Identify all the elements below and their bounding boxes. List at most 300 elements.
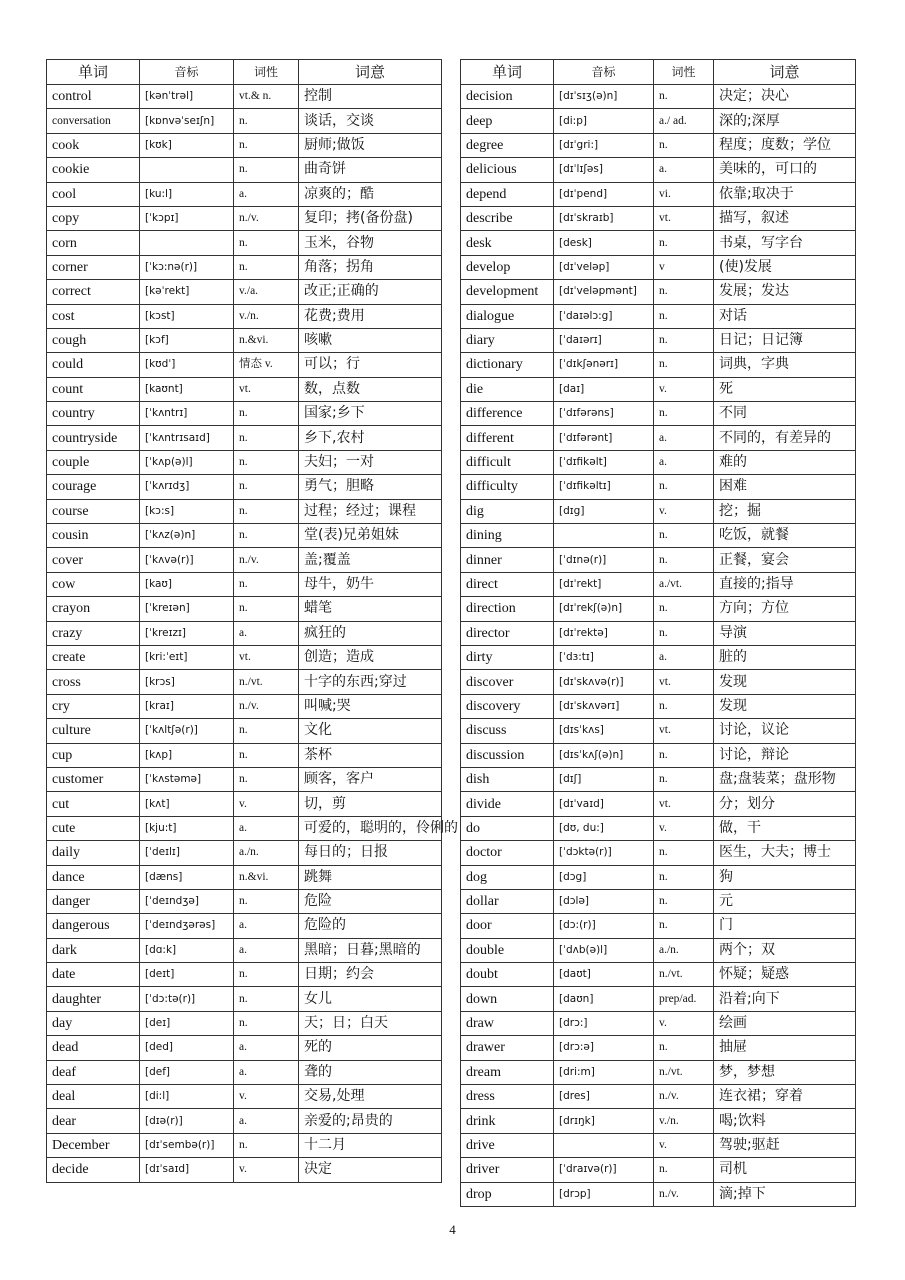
word-cell: corn — [47, 231, 140, 255]
meaning-cell: 绘画 — [714, 1011, 856, 1035]
meaning-cell: 程度；度数；学位 — [714, 133, 856, 157]
phonetic-cell: [ˈdɔ:tə(r)] — [140, 987, 234, 1011]
table-row — [461, 841, 856, 865]
meaning-cell: 盘;盘装菜；盘形物 — [714, 767, 856, 791]
part-of-speech-cell: n. — [234, 231, 299, 255]
phonetic-cell: [dɪˈgri:] — [554, 133, 654, 157]
table-row — [47, 1060, 442, 1084]
meaning-cell: 美味的，可口的 — [714, 158, 856, 182]
part-of-speech-cell: n.&vi. — [234, 865, 299, 889]
table-row — [47, 1158, 442, 1182]
phonetic-cell: [kraɪ] — [140, 694, 234, 718]
meaning-cell: 过程；经过；课程 — [299, 499, 442, 523]
word-cell: diary — [461, 328, 554, 352]
word-cell: correct — [47, 280, 140, 304]
meaning-cell: 沿着;向下 — [714, 987, 856, 1011]
word-cell: create — [47, 645, 140, 669]
meaning-cell: 日记；日记簿 — [714, 328, 856, 352]
table-row — [461, 1158, 856, 1182]
left-table-body — [47, 85, 458, 1183]
meaning-cell: 蜡笔 — [299, 597, 442, 621]
table-row — [47, 548, 442, 572]
part-of-speech-cell: vi. — [654, 182, 714, 206]
part-of-speech-cell: a./n. — [654, 938, 714, 962]
part-of-speech-cell: a. — [234, 938, 299, 962]
meaning-cell: 难的 — [714, 450, 856, 474]
table-row — [461, 572, 856, 596]
phonetic-cell: [dɑ:k] — [140, 938, 234, 962]
table-row — [47, 377, 442, 401]
phonetic-cell: [dɔg] — [554, 865, 654, 889]
part-of-speech-cell: n. — [234, 1133, 299, 1157]
phonetic-cell: [daʊn] — [554, 987, 654, 1011]
table-row — [47, 743, 442, 767]
table-row — [461, 889, 856, 913]
word-cell: cousin — [47, 524, 140, 548]
table-row — [461, 1133, 856, 1157]
part-of-speech-cell: n. — [654, 475, 714, 499]
table-row — [461, 865, 856, 889]
table-row — [461, 304, 856, 328]
meaning-cell: 连衣裙；穿着 — [714, 1085, 856, 1109]
word-cell: customer — [47, 767, 140, 791]
word-cell: develop — [461, 255, 554, 279]
word-cell: country — [47, 402, 140, 426]
phonetic-cell: [kɔst] — [140, 304, 234, 328]
part-of-speech-cell: v./n. — [234, 304, 299, 328]
word-cell: doctor — [461, 841, 554, 865]
phonetic-cell: [ˈkɔ:nə(r)] — [140, 255, 234, 279]
word-cell: dear — [47, 1109, 140, 1133]
phonetic-cell: [ˈdɜ:tɪ] — [554, 645, 654, 669]
word-cell: dirty — [461, 645, 554, 669]
table-row — [461, 645, 856, 669]
table-row — [461, 85, 856, 109]
table-row — [461, 182, 856, 206]
part-of-speech-cell: v. — [654, 816, 714, 840]
meaning-cell: 茶杯 — [299, 743, 442, 767]
meaning-cell: 元 — [714, 889, 856, 913]
table-row — [47, 475, 442, 499]
part-of-speech-cell: n./v. — [234, 694, 299, 718]
meaning-cell: 危险 — [299, 889, 442, 913]
table-row — [47, 865, 442, 889]
meaning-cell: 两个；双 — [714, 938, 856, 962]
table-row — [461, 719, 856, 743]
table-row — [461, 426, 856, 450]
phonetic-cell: [ˈkʌrɪdʒ] — [140, 475, 234, 499]
part-of-speech-cell: n. — [654, 1158, 714, 1182]
word-cell: cute — [47, 816, 140, 840]
phonetic-cell: [ˈdraɪvə(r)] — [554, 1158, 654, 1182]
part-of-speech-cell: n./vt. — [654, 1060, 714, 1084]
meaning-cell: 每日的；日报 — [299, 841, 442, 865]
word-cell: cost — [47, 304, 140, 328]
table-row — [461, 133, 856, 157]
part-of-speech-cell: v — [654, 255, 714, 279]
phonetic-cell: [ˈdɪfikəltɪ] — [554, 475, 654, 499]
phonetic-cell: [kaʊnt] — [140, 377, 234, 401]
word-cell: dining — [461, 524, 554, 548]
word-cell: dictionary — [461, 353, 554, 377]
table-row — [461, 475, 856, 499]
meaning-cell: 滴;掉下 — [714, 1182, 856, 1206]
word-cell: decision — [461, 85, 554, 109]
word-cell: countryside — [47, 426, 140, 450]
part-of-speech-cell: v. — [654, 1011, 714, 1035]
table-row — [461, 548, 856, 572]
table-row — [47, 719, 442, 743]
meaning-cell: 分；划分 — [714, 792, 856, 816]
phonetic-cell: [ˈkɔpɪ] — [140, 206, 234, 230]
part-of-speech-cell: n. — [234, 597, 299, 621]
part-of-speech-cell: a. — [654, 426, 714, 450]
part-of-speech-cell: a. — [234, 1109, 299, 1133]
word-cell: daughter — [47, 987, 140, 1011]
phonetic-cell: [ˈdeɪlɪ] — [140, 841, 234, 865]
phonetic-cell: [ˈdɪkʃənərɪ] — [554, 353, 654, 377]
phonetic-cell: [dɪˈsɪʒ(ə)n] — [554, 85, 654, 109]
part-of-speech-cell: n./v. — [654, 1085, 714, 1109]
meaning-cell: 堂(表)兄弟姐妹 — [299, 524, 442, 548]
table-row — [47, 621, 442, 645]
meaning-cell: 对话 — [714, 304, 856, 328]
word-cell: direct — [461, 572, 554, 596]
table-row — [47, 206, 442, 230]
meaning-cell: 深的;深厚 — [714, 109, 856, 133]
word-cell: dangerous — [47, 914, 140, 938]
word-cell: drive — [461, 1133, 554, 1157]
meaning-cell: 不同 — [714, 402, 856, 426]
part-of-speech-cell: n. — [654, 353, 714, 377]
phonetic-cell: [ˈkʌstəmə] — [140, 767, 234, 791]
table-row — [47, 450, 442, 474]
header-phonetic: 音标 — [140, 60, 234, 85]
part-of-speech-cell: n. — [234, 255, 299, 279]
phonetic-cell: [ˈkʌp(ə)l] — [140, 450, 234, 474]
table-row — [461, 938, 856, 962]
table-row — [461, 402, 856, 426]
meaning-cell: 喝;饮料 — [714, 1109, 856, 1133]
table-row — [47, 792, 442, 816]
table-row — [47, 597, 442, 621]
table-row — [47, 426, 442, 450]
phonetic-cell: [dɪˈvaɪd] — [554, 792, 654, 816]
word-cell: discover — [461, 670, 554, 694]
word-cell: degree — [461, 133, 554, 157]
word-cell: crazy — [47, 621, 140, 645]
meaning-cell: 叫喊;哭 — [299, 694, 442, 718]
word-cell: culture — [47, 719, 140, 743]
meaning-cell: 死 — [714, 377, 856, 401]
phonetic-cell: [dɪsˈkʌs] — [554, 719, 654, 743]
table-row — [47, 280, 442, 304]
meaning-cell: 司机 — [714, 1158, 856, 1182]
part-of-speech-cell: n. — [234, 499, 299, 523]
word-cell: cow — [47, 572, 140, 596]
table-row — [47, 328, 442, 352]
word-cell: conversation — [47, 109, 140, 133]
part-of-speech-cell: vt. — [234, 645, 299, 669]
table-row — [461, 694, 856, 718]
word-cell: could — [47, 353, 140, 377]
part-of-speech-cell: v. — [654, 377, 714, 401]
part-of-speech-cell: 情态 v. — [234, 353, 299, 377]
meaning-cell: 依靠;取决于 — [714, 182, 856, 206]
part-of-speech-cell: n.&vi. — [234, 328, 299, 352]
table-row — [47, 304, 442, 328]
meaning-cell: 正餐，宴会 — [714, 548, 856, 572]
phonetic-cell: [deɪt] — [140, 963, 234, 987]
part-of-speech-cell: a./n. — [234, 841, 299, 865]
meaning-cell: 门 — [714, 914, 856, 938]
table-row — [461, 1060, 856, 1084]
part-of-speech-cell: n./v. — [234, 206, 299, 230]
phonetic-cell: [ˈkʌz(ə)n] — [140, 524, 234, 548]
word-cell: drink — [461, 1109, 554, 1133]
meaning-cell: 死的 — [299, 1036, 442, 1060]
meaning-cell: 交易,处理 — [299, 1085, 442, 1109]
word-cell: cry — [47, 694, 140, 718]
vocab-table-right — [460, 59, 856, 1207]
table-row — [47, 645, 442, 669]
meaning-cell: 花费;费用 — [299, 304, 442, 328]
word-cell: desk — [461, 231, 554, 255]
phonetic-cell: [dɔlə] — [554, 889, 654, 913]
meaning-cell: 咳嗽 — [299, 328, 442, 352]
table-row — [461, 1182, 856, 1206]
phonetic-cell: [desk] — [554, 231, 654, 255]
phonetic-cell: [kju:t] — [140, 816, 234, 840]
table-row — [47, 914, 442, 938]
table-row — [47, 499, 442, 523]
phonetic-cell: [dɪˈveləpmənt] — [554, 280, 654, 304]
word-cell: dig — [461, 499, 554, 523]
word-cell: cup — [47, 743, 140, 767]
meaning-cell: 发现 — [714, 694, 856, 718]
phonetic-cell: [kɔf] — [140, 328, 234, 352]
meaning-cell: 挖；掘 — [714, 499, 856, 523]
part-of-speech-cell: n./vt. — [234, 670, 299, 694]
phonetic-cell: [ˈdɪnə(r)] — [554, 548, 654, 572]
meaning-cell: 可爱的，聪明的，伶俐的 — [299, 816, 442, 840]
part-of-speech-cell: v. — [234, 1158, 299, 1182]
phonetic-cell: [ˈdaɪəlɔ:g] — [554, 304, 654, 328]
word-cell: count — [47, 377, 140, 401]
word-cell: danger — [47, 889, 140, 913]
part-of-speech-cell: n. — [654, 694, 714, 718]
table-row — [461, 670, 856, 694]
phonetic-cell: [dɪˈrekt] — [554, 572, 654, 596]
phonetic-cell: [dɪˈskraɪb] — [554, 206, 654, 230]
word-cell: dog — [461, 865, 554, 889]
meaning-cell: 梦，梦想 — [714, 1060, 856, 1084]
part-of-speech-cell: a. — [234, 1036, 299, 1060]
meaning-cell: 决定 — [299, 1158, 442, 1182]
word-cell: courage — [47, 475, 140, 499]
word-cell: die — [461, 377, 554, 401]
header-word: 单词 — [461, 60, 554, 85]
table-row — [47, 767, 442, 791]
phonetic-cell: [ˈdaɪərɪ] — [554, 328, 654, 352]
table-row — [47, 255, 442, 279]
table-row — [461, 597, 856, 621]
word-cell: cough — [47, 328, 140, 352]
table-row — [47, 231, 442, 255]
word-cell: couple — [47, 450, 140, 474]
meaning-cell: 角落；拐角 — [299, 255, 442, 279]
part-of-speech-cell: vt. — [654, 719, 714, 743]
meaning-cell: 日期；约会 — [299, 963, 442, 987]
table-row — [47, 1011, 442, 1035]
part-of-speech-cell: n. — [234, 743, 299, 767]
part-of-speech-cell: n. — [234, 475, 299, 499]
phonetic-cell: [ˈdɔktə(r)] — [554, 841, 654, 865]
table-row — [461, 524, 856, 548]
page-number: 4 — [449, 1222, 456, 1237]
part-of-speech-cell: n. — [234, 109, 299, 133]
word-cell: dance — [47, 865, 140, 889]
phonetic-cell: [drɔp] — [554, 1182, 654, 1206]
part-of-speech-cell: n. — [234, 133, 299, 157]
meaning-cell: 直接的;指导 — [714, 572, 856, 596]
meaning-cell: 怀疑；疑惑 — [714, 963, 856, 987]
word-cell: doubt — [461, 963, 554, 987]
table-row — [47, 158, 442, 182]
phonetic-cell: [dɪə(r)] — [140, 1109, 234, 1133]
word-cell: delicious — [461, 158, 554, 182]
table-row — [461, 1085, 856, 1109]
word-cell: cross — [47, 670, 140, 694]
meaning-cell: 描写，叙述 — [714, 206, 856, 230]
table-row — [47, 889, 442, 913]
part-of-speech-cell: n. — [654, 85, 714, 109]
meaning-cell: 驾驶;驱赶 — [714, 1133, 856, 1157]
phonetic-cell: [ˈkʌntrɪsaɪd] — [140, 426, 234, 450]
table-row — [47, 524, 442, 548]
table-row — [47, 1085, 442, 1109]
header-part-of-speech: 词性 — [234, 60, 299, 85]
word-cell: depend — [461, 182, 554, 206]
phonetic-cell: [kri:ˈeɪt] — [140, 645, 234, 669]
table-row — [461, 206, 856, 230]
meaning-cell: 切，剪 — [299, 792, 442, 816]
table-row — [461, 353, 856, 377]
part-of-speech-cell: vt. — [654, 792, 714, 816]
meaning-cell: 谈话，交谈 — [299, 109, 442, 133]
phonetic-cell: [ˈdeɪndʒərəs] — [140, 914, 234, 938]
meaning-cell: 脏的 — [714, 645, 856, 669]
phonetic-cell: [dɪˈrekʃ(ə)n] — [554, 597, 654, 621]
part-of-speech-cell: n. — [234, 889, 299, 913]
word-cell: divide — [461, 792, 554, 816]
table-row — [47, 694, 442, 718]
vocab-table-left — [46, 59, 458, 1183]
meaning-cell: 做，干 — [714, 816, 856, 840]
part-of-speech-cell: n. — [654, 841, 714, 865]
phonetic-cell: [kʌp] — [140, 743, 234, 767]
phonetic-cell: [dæns] — [140, 865, 234, 889]
meaning-cell: 狗 — [714, 865, 856, 889]
word-cell: copy — [47, 206, 140, 230]
phonetic-cell: [dɔ:(r)] — [554, 914, 654, 938]
part-of-speech-cell: n. — [654, 914, 714, 938]
phonetic-cell: [dɪˈsembə(r)] — [140, 1133, 234, 1157]
phonetic-cell: [dɪˈskʌvə(r)] — [554, 670, 654, 694]
meaning-cell: 发现 — [714, 670, 856, 694]
part-of-speech-cell: vt. — [654, 206, 714, 230]
phonetic-cell: [drɔ:ə] — [554, 1036, 654, 1060]
table-row — [461, 280, 856, 304]
meaning-cell: 凉爽的；酷 — [299, 182, 442, 206]
word-cell: dinner — [461, 548, 554, 572]
phonetic-cell: [kʊk] — [140, 133, 234, 157]
table-row — [47, 572, 442, 596]
meaning-cell: 不同的，有差异的 — [714, 426, 856, 450]
phonetic-cell: [ded] — [140, 1036, 234, 1060]
phonetic-cell: [dɪg] — [554, 499, 654, 523]
meaning-cell: 数，点数 — [299, 377, 442, 401]
phonetic-cell: [deɪ] — [140, 1011, 234, 1035]
part-of-speech-cell: n. — [234, 1011, 299, 1035]
table-row — [461, 767, 856, 791]
part-of-speech-cell: n./v. — [234, 548, 299, 572]
word-cell: dress — [461, 1085, 554, 1109]
meaning-cell: 十字的东西;穿过 — [299, 670, 442, 694]
meaning-cell: 方向；方位 — [714, 597, 856, 621]
part-of-speech-cell: n. — [654, 304, 714, 328]
phonetic-cell — [140, 158, 234, 182]
meaning-cell: 夫妇；一对 — [299, 450, 442, 474]
part-of-speech-cell: v. — [654, 499, 714, 523]
phonetic-cell: [daʊt] — [554, 963, 654, 987]
phonetic-cell: [ku:l] — [140, 182, 234, 206]
part-of-speech-cell: n. — [654, 328, 714, 352]
word-cell: cookie — [47, 158, 140, 182]
table-row — [47, 670, 442, 694]
part-of-speech-cell: n. — [654, 889, 714, 913]
part-of-speech-cell: a. — [234, 182, 299, 206]
part-of-speech-cell: n. — [654, 865, 714, 889]
phonetic-cell: [ˈdɪfikəlt] — [554, 450, 654, 474]
phonetic-cell: [daɪ] — [554, 377, 654, 401]
table-row — [47, 1109, 442, 1133]
word-cell: day — [47, 1011, 140, 1035]
word-cell: course — [47, 499, 140, 523]
word-cell: drop — [461, 1182, 554, 1206]
word-cell: cook — [47, 133, 140, 157]
meaning-cell: 词典，字典 — [714, 353, 856, 377]
table-row — [47, 1036, 442, 1060]
meaning-cell: 困难 — [714, 475, 856, 499]
meaning-cell: 跳舞 — [299, 865, 442, 889]
meaning-cell: 顾客，客户 — [299, 767, 442, 791]
word-cell: dollar — [461, 889, 554, 913]
table-row — [461, 1109, 856, 1133]
part-of-speech-cell: n. — [654, 1036, 714, 1060]
part-of-speech-cell: n. — [234, 450, 299, 474]
word-cell: difference — [461, 402, 554, 426]
phonetic-cell: [dɪˈlɪʃəs] — [554, 158, 654, 182]
meaning-cell: 盖;覆盖 — [299, 548, 442, 572]
phonetic-cell: [drɪŋk] — [554, 1109, 654, 1133]
phonetic-cell: [kʌt] — [140, 792, 234, 816]
phonetic-cell: [kənˈtrəl] — [140, 85, 234, 109]
part-of-speech-cell: n. — [234, 158, 299, 182]
phonetic-cell: [dɪˈskʌvərɪ] — [554, 694, 654, 718]
meaning-cell: 控制 — [299, 85, 442, 109]
part-of-speech-cell: n. — [654, 548, 714, 572]
